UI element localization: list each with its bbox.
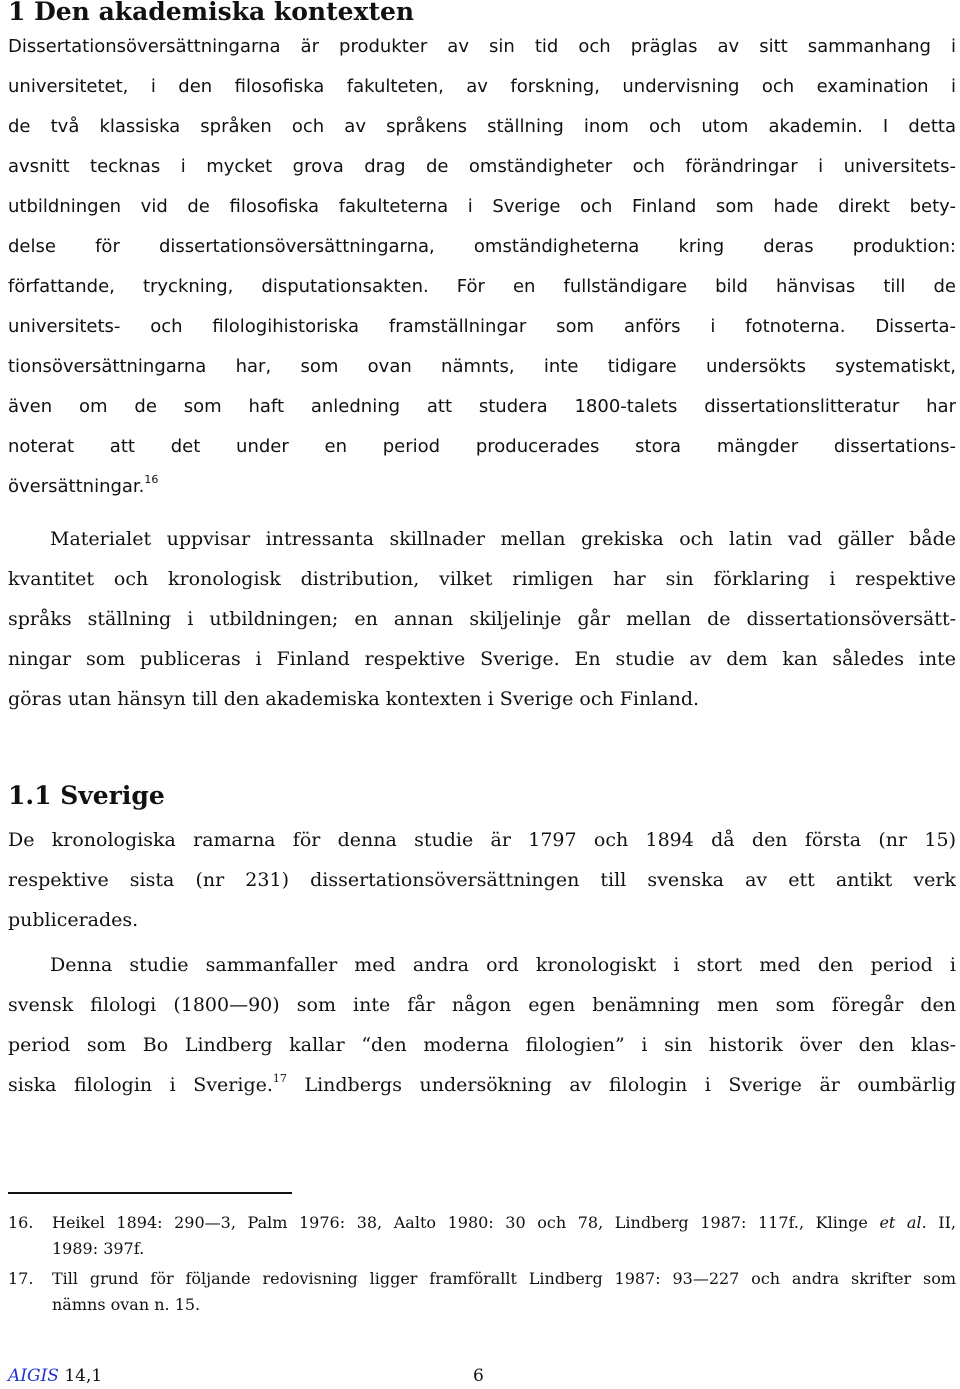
subsection-paragraph-2 bbox=[8, 945, 956, 1105]
text-fragment: översättningar. bbox=[8, 476, 145, 497]
text-line: Denna studie sammanfaller med andra ord kronologiskt i stort med den period i bbox=[50, 954, 956, 976]
footnote-ref-16[interactable]: 16 bbox=[144, 473, 159, 486]
footnote-number: 16. bbox=[8, 1213, 34, 1232]
subsection-paragraph-1 bbox=[8, 820, 956, 940]
text-line: delse för dissertationsöversättningarna, omständigheterna kring deras produktion: bbox=[8, 236, 956, 257]
text-line: universitetet, i den filosofiska fakulteten, av forskning, undervisning och examination i bbox=[8, 76, 956, 97]
section-paragraph-1 bbox=[8, 27, 956, 507]
text-fragment: et al. bbox=[879, 1213, 927, 1232]
subsection-heading: 1.1 Sverige bbox=[8, 781, 165, 810]
footnote-text bbox=[52, 1266, 956, 1318]
page-footer bbox=[8, 1363, 956, 1389]
section-heading: 1 Den akademiska kontexten bbox=[8, 0, 415, 26]
text-line bbox=[8, 1065, 956, 1105]
footnote-line bbox=[52, 1210, 956, 1236]
text-line: Dissertationsöversättningarna är produkter av sin tid och präglas av sitt sammanhang i bbox=[8, 36, 956, 57]
footnote-ref-17[interactable]: 17 bbox=[272, 1072, 287, 1085]
text-fragment: II, bbox=[926, 1213, 957, 1232]
text-line: universitets- och filologihistoriska framställningar som anförs i fotnoterna. Disserta- bbox=[8, 316, 956, 337]
text-line: De kronologiska ramarna för denna studie är 1797 och 1894 då den första (nr 15) bbox=[8, 829, 956, 851]
footnote-text bbox=[52, 1210, 956, 1262]
text-line: ningar som publiceras i Finland respektive Sverige. En studie av dem kan således inte bbox=[8, 648, 956, 670]
text-fragment: Lindbergs undersökning av filologin i Sverige är oumbärlig bbox=[286, 1074, 956, 1096]
footnote-number: 17. bbox=[8, 1269, 34, 1288]
text-line: kvantitet och kronologisk distribution, vilket rimligen har sin förklaring i respektive bbox=[8, 568, 956, 590]
journal-name[interactable]: AIGIS bbox=[8, 1366, 59, 1386]
text-fragment: siska filologin i Sverige. bbox=[8, 1074, 273, 1096]
text-line: göras utan hänsyn till den akademiska kontexten i Sverige och Finland. bbox=[8, 688, 700, 710]
text-line: respektive sista (nr 231) dissertationsöversättningen till svenska av ett antikt verk bbox=[8, 869, 956, 891]
text-line: även om de som haft anledning att studera 1800-talets dissertationslitteratur har bbox=[8, 396, 956, 417]
footnote-line: nämns ovan n. 15. bbox=[52, 1295, 201, 1314]
text-line: utbildningen vid de filosofiska fakulteterna i Sverige och Finland som hade direkt bety- bbox=[8, 196, 956, 217]
text-line: svensk filologi (1800—90) som inte får någon egen benämning men som föregår den bbox=[8, 994, 956, 1016]
text-line: de två klassiska språken och av språkens ställning inom och utom akademin. I detta bbox=[8, 116, 956, 137]
text-line: period som Bo Lindberg kallar “den moderna filologien” i sin historik över den klas- bbox=[8, 1034, 956, 1056]
text-line bbox=[8, 467, 956, 507]
text-line: tionsöversättningarna har, som ovan nämnts, inte tidigare undersökts systematiskt, bbox=[8, 356, 956, 377]
journal-volume: 14,1 bbox=[58, 1366, 103, 1386]
page-number: 6 bbox=[473, 1366, 484, 1386]
footnote-line: Till grund för följande redovisning ligger framförallt Lindberg 1987: 93—227 och andra skrifter som bbox=[52, 1269, 956, 1288]
text-line: författande, tryckning, disputationsakten. För en fullständigare bild hänvisas till de bbox=[8, 276, 956, 297]
section-paragraph-2 bbox=[8, 519, 956, 719]
footnote-line: 1989: 397f. bbox=[52, 1239, 145, 1258]
text-line: Materialet uppvisar intressanta skillnader mellan grekiska och latin vad gäller både bbox=[50, 528, 956, 550]
footnote-divider bbox=[8, 1192, 292, 1194]
text-fragment: Heikel 1894: 290—3, Palm 1976: 38, Aalto 1980: 30 och 78, Lindberg 1987: 117f., Klinge bbox=[52, 1213, 880, 1232]
text-line: avsnitt tecknas i mycket grova drag de omständigheter och förändringar i universitets- bbox=[8, 156, 956, 177]
text-line: noterat att det under en period producerades stora mängder dissertations- bbox=[8, 436, 956, 457]
text-line: publicerades. bbox=[8, 909, 139, 931]
text-line: språks ställning i utbildningen; en annan skiljelinje går mellan de dissertationsöversätt- bbox=[8, 608, 956, 630]
